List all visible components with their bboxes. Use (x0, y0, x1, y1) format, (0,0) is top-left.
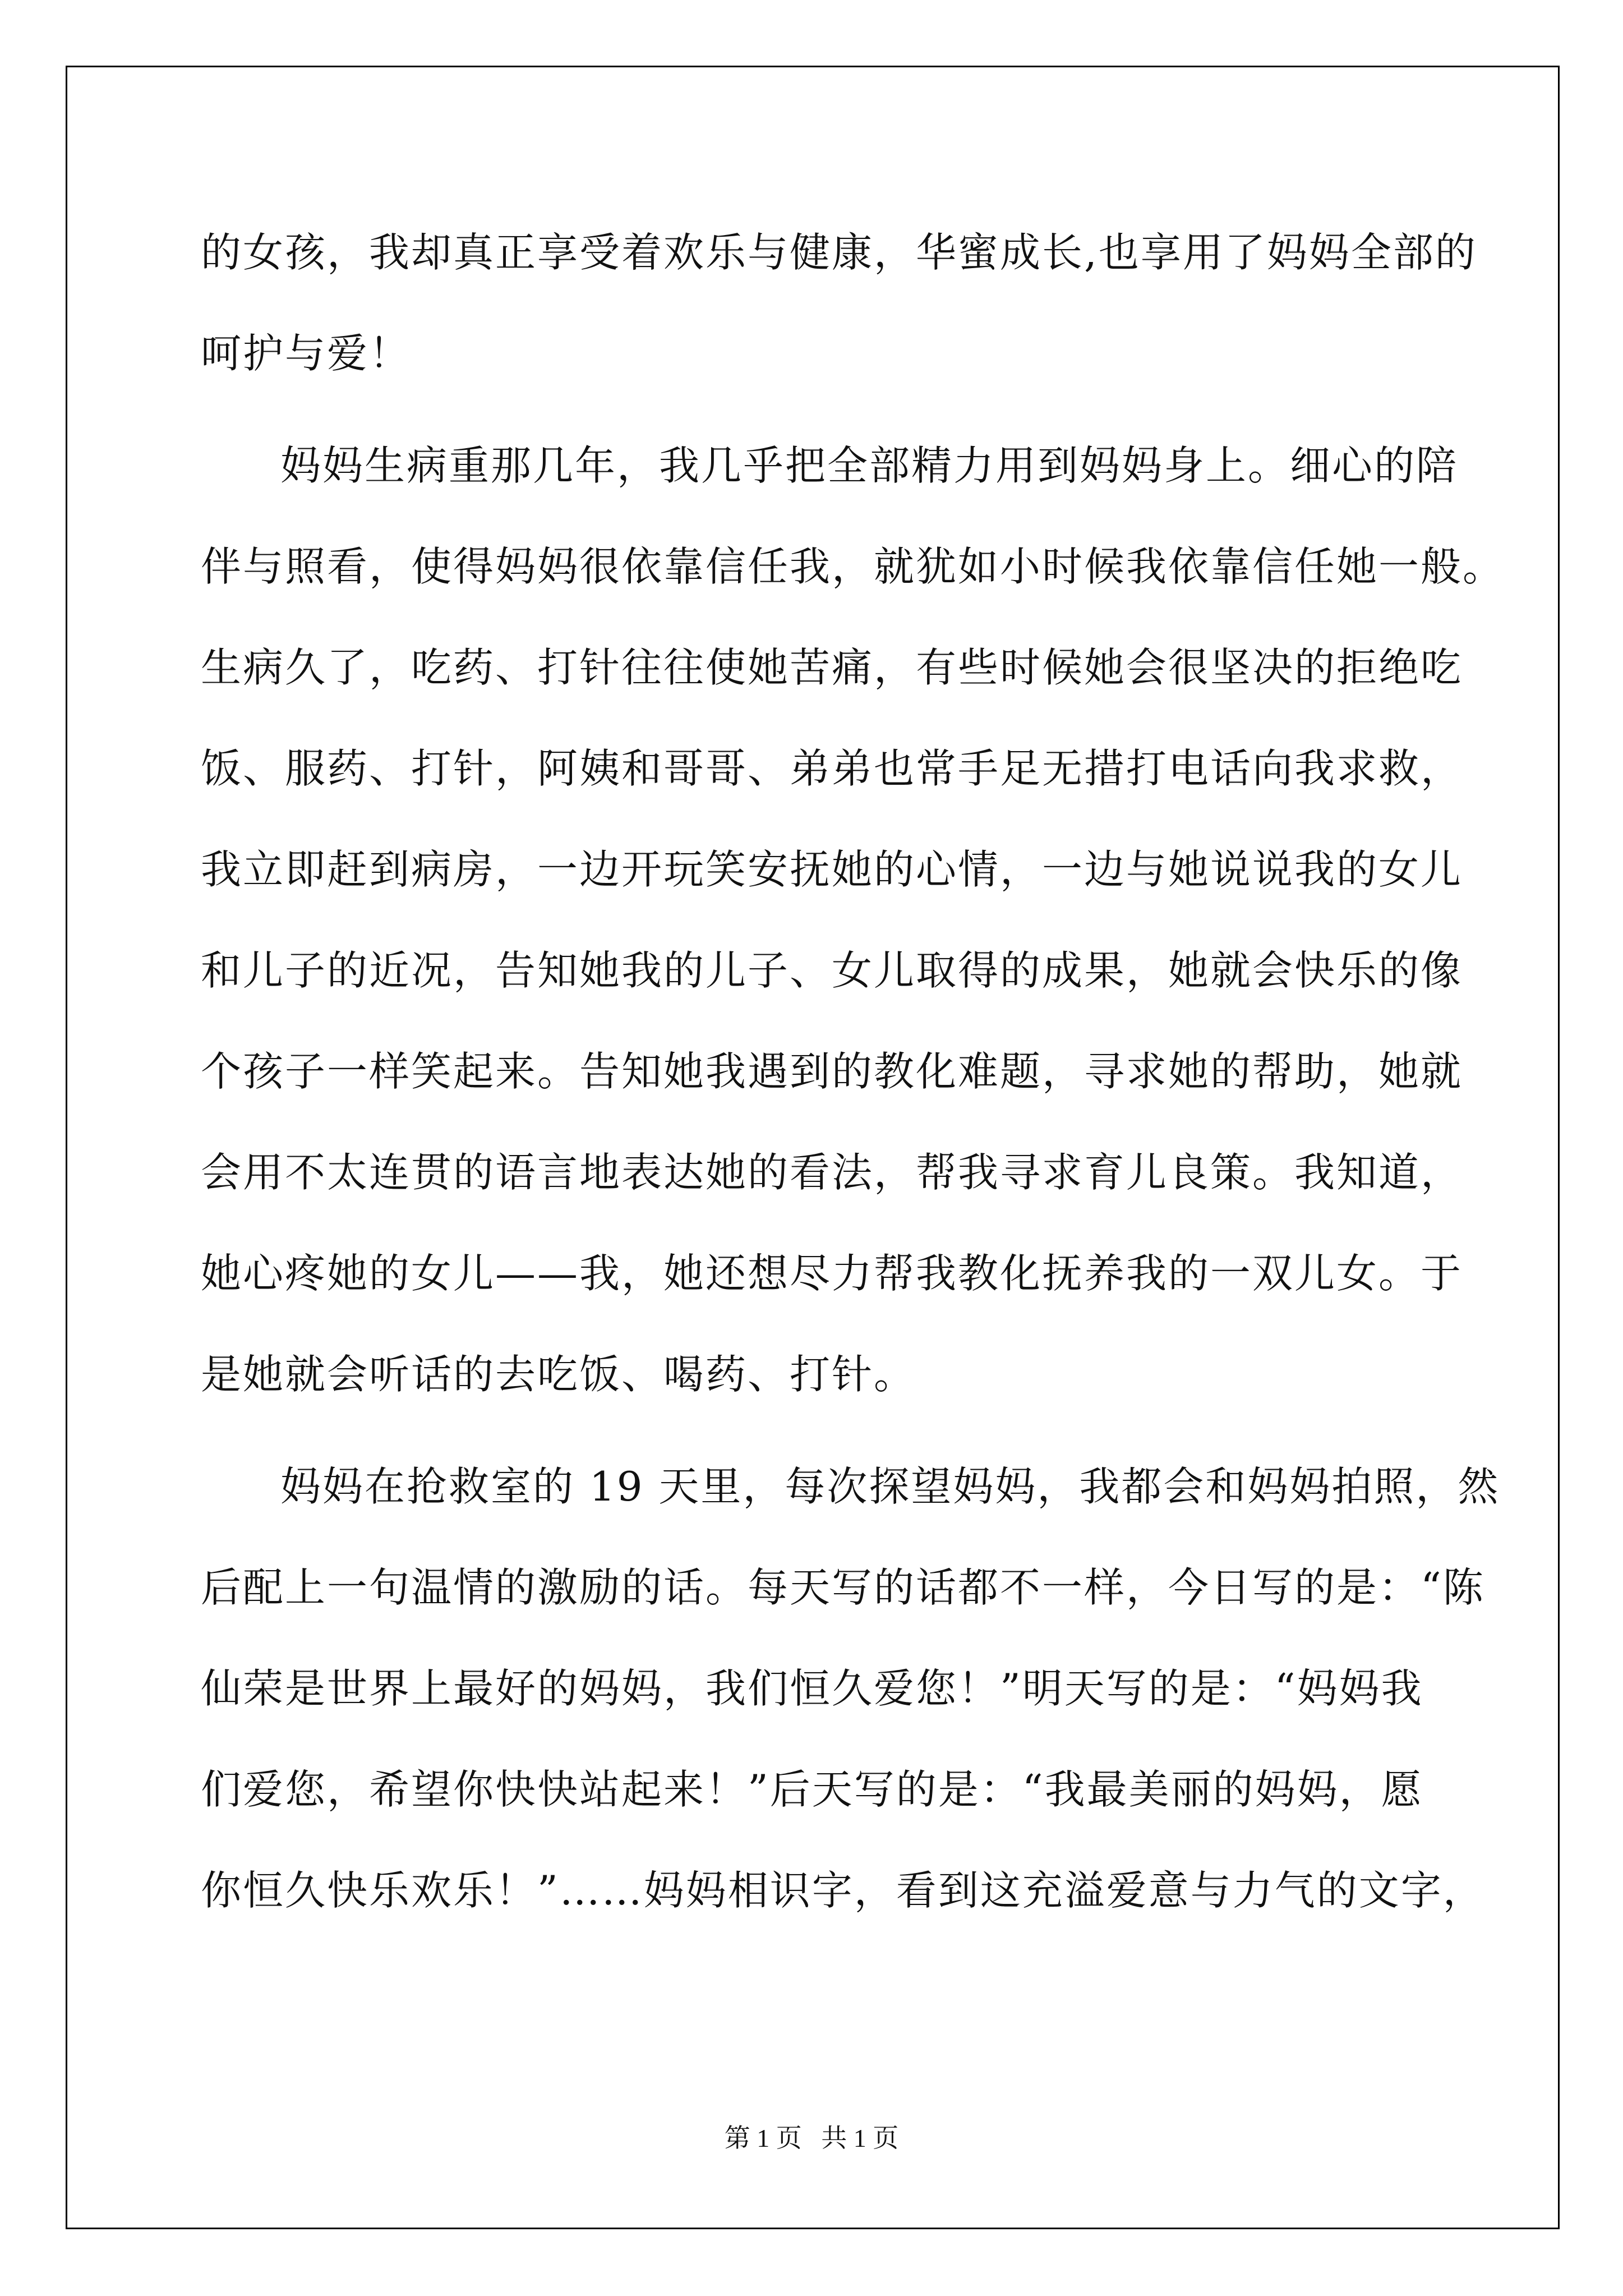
text-line-11: 她心疼她的女儿——我，她还想尽力帮我教化抚养我的一双儿女。于 (201, 1250, 1463, 1297)
text-line-2: 呵护与爱！ (201, 330, 412, 377)
text-line-9: 个孩子一样笑起来。告知她我遇到的教化难题，寻求她的帮助，她就 (201, 1048, 1463, 1095)
text-line-16: 们爱您，希望你快快站起来！”后天写的是：“我最美丽的妈妈，愿 (201, 1766, 1423, 1813)
page-number: 第 1 页 共 1 页 (724, 2124, 899, 2152)
text-line-12: 是她就会听话的去吃饭、喝药、打针。 (201, 1351, 916, 1398)
text-line-13: 妈妈在抢救室的 19 天里，每次探望妈妈，我都会和妈妈拍照，然 (280, 1463, 1500, 1510)
text-line-10: 会用不太连贯的语言地表达她的看法，帮我寻求育儿良策。我知道， (201, 1149, 1463, 1196)
text-line-8: 和儿子的近况，告知她我的儿子、女儿取得的成果，她就会快乐的像 (201, 947, 1463, 994)
text-line-14: 后配上一句温情的激励的话。每天写的话都不一样，今日写的是：“陈 (201, 1564, 1485, 1611)
text-line-1: 的女孩，我却真正享受着欢乐与健康，华蜜成长,也享用了妈妈全部的 (201, 229, 1477, 276)
text-line-15: 仙荣是世界上最好的妈妈，我们恒久爱您！”明天写的是：“妈妈我 (201, 1665, 1423, 1712)
text-line-5: 生病久了，吃药、打针往往使她苦痛，有些时候她会很坚决的拒绝吃 (201, 644, 1463, 691)
page-footer (0, 2116, 1623, 2161)
text-line-4: 伴与照看，使得妈妈很依靠信任我，就犹如小时候我依靠信任她一般。 (201, 543, 1505, 590)
text-line-6: 饭、服药、打针，阿姨和哥哥、弟弟也常手足无措打电话向我求救， (201, 745, 1463, 792)
text-line-3: 妈妈生病重那几年，我几乎把全部精力用到妈妈身上。细心的陪 (280, 442, 1459, 489)
text-line-17: 你恒久快乐欢乐！”……妈妈相识字，看到这充溢爱意与力气的文字， (201, 1867, 1485, 1914)
text-line-7: 我立即赶到病房，一边开玩笑安抚她的心情，一边与她说说我的女儿 (201, 846, 1463, 893)
